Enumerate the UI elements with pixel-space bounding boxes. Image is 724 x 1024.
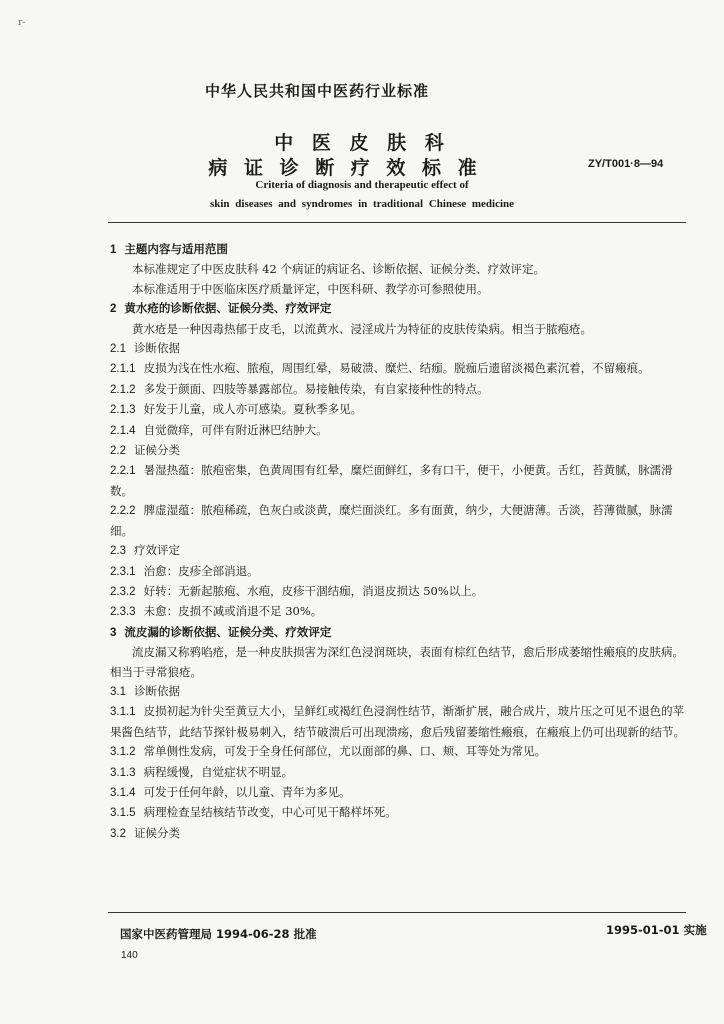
effective-date: 1995-01-01 实施 (606, 923, 707, 937)
approval-note: 国家中医药管理局 1994-06-28 批准 (120, 927, 317, 941)
clause-text: 好转：无新起脓疱、水疱，皮疹干涸结痂，消退皮损达 50%以上。 (143, 583, 484, 598)
clause-text: 皮损为浅在性水疱、脓疱，周围红晕，易破溃、糜烂、结痂。脱痂后遗留淡褐色素沉着，不留瘢痕。 (143, 361, 650, 376)
clause-number: 3.1.3 (110, 766, 136, 779)
clause-text: 好发于儿童，成人亦可感染。夏秋季多见。 (143, 402, 363, 417)
body-paragraph (110, 359, 692, 379)
clause-text: 诊断依据 (134, 341, 180, 356)
clause-text: 病理检查呈结核结节改变，中心可见干酪样坏死。 (143, 805, 397, 820)
clause-text: 证候分类 (134, 443, 180, 458)
clause-text: 治愈：皮疹全部消退。 (143, 563, 259, 578)
clause-number: 1 (110, 244, 117, 256)
page-number: 140 (121, 950, 138, 961)
clause-number: 3.1.5 (110, 807, 136, 820)
clause-text: 证候分类 (134, 825, 180, 840)
section-heading (110, 623, 692, 643)
title-line-1: 中 医 皮 肤 科 (274, 132, 450, 154)
clause-number: 2.1.3 (110, 404, 136, 417)
body-paragraph (110, 682, 692, 702)
body-paragraph (110, 461, 692, 501)
clause-text: 皮损初起为针尖至黄豆大小，呈鲜红或褐红色浸润性结节，渐渐扩展，融合成片，玻片压之可见不退色的苹果酱色结节，此结节探针极易刺入，结节破溃后可出现溃疡，愈后残留萎缩性瘢痕，在瘢痕上仍可出现新的结节。 (110, 704, 685, 739)
english-title-line-1: Criteria of diagnosis and therapeutic effect of (255, 179, 469, 191)
body-paragraph (110, 541, 692, 561)
clause-number: 2.1.2 (110, 383, 136, 396)
clause-number: 3.1.2 (110, 746, 136, 759)
clause-text: 暑湿热蕴：脓疱密集，色黄周围有红晕，糜烂面鲜红，多有口干，便干，小便黄。舌红，苔黄腻，脉濡滑数。 (110, 463, 673, 498)
clause-text: 疗效评定 (134, 543, 180, 558)
clause-number: 2.2.1 (110, 465, 136, 478)
clause-number: 2.3.2 (110, 585, 136, 598)
clause-text: 未愈：皮损不减或消退不足 30%。 (143, 604, 323, 619)
body-paragraph (110, 783, 692, 803)
clause-text: 流皮漏的诊断依据、证候分类、疗效评定 (124, 624, 332, 639)
body-paragraph (110, 339, 692, 359)
body-paragraph (110, 803, 692, 823)
clause-number: 2.1 (110, 343, 126, 356)
clause-number: 2.3.1 (110, 565, 136, 578)
corner-mark: r- (18, 18, 26, 28)
clause-number: 2.1.1 (110, 363, 136, 376)
body-paragraph (110, 320, 692, 339)
clause-number: 2 (110, 303, 117, 316)
body-paragraph (110, 421, 692, 441)
clause-number: 3.2 (110, 827, 126, 840)
clause-number: 3.1 (110, 685, 126, 698)
clause-number: 3.1.4 (110, 786, 136, 799)
clause-text: 流皮漏又称鸦啗疮，是一种皮肤损害为深红色浸润斑块，表面有棕红色结节，愈后形成萎缩性瘢痕的皮肤病。相当于寻常狼疮。 (110, 645, 684, 679)
clause-text: 自觉微痒，可伴有附近淋巴结肿大。 (143, 422, 328, 437)
clause-number: 2.1.4 (110, 424, 136, 437)
standard-number: ZY/T001·8—94 (588, 158, 664, 170)
clause-text: 病程缓慢，自觉症状不明显。 (143, 764, 294, 779)
clause-number: 2.2 (110, 445, 126, 458)
clause-number: 2.3.3 (110, 606, 136, 619)
body-paragraph (110, 562, 692, 582)
body-paragraph (110, 280, 692, 299)
section-heading (110, 240, 692, 260)
issuing-organization: 中华人民共和国中医药行业标准 (205, 82, 430, 100)
clause-number: 2.3 (110, 545, 126, 558)
body-paragraph (110, 260, 692, 279)
clause-text: 诊断依据 (134, 683, 180, 698)
clause-text: 主题内容与适用范围 (124, 242, 228, 256)
body-paragraph (110, 441, 692, 461)
body-paragraph (110, 602, 692, 622)
clause-number: 2.2.2 (110, 505, 136, 518)
body-paragraph (110, 702, 692, 742)
body-paragraph (110, 742, 692, 762)
clause-number: 3.1.1 (110, 706, 136, 719)
body-paragraph (110, 380, 692, 400)
document-body (110, 240, 692, 844)
body-paragraph (110, 824, 692, 844)
clause-number: 3 (110, 626, 117, 639)
body-paragraph (110, 763, 692, 783)
header-divider (108, 222, 686, 223)
section-heading (110, 299, 692, 319)
clause-text: 本标准规定了中医皮肤科 42 个病证的病证名、诊断依据、证候分类、疗效评定。 (132, 262, 545, 277)
clause-text: 常单侧性发病，可发于全身任何部位，尤以面部的鼻、口、颊、耳等处为常见。 (143, 744, 547, 759)
clause-text: 多发于颜面、四肢等暴露部位。易接触传染，有自家接种性的特点。 (143, 381, 489, 396)
english-title-line-2: skin diseases and syndromes in traditional Chinese medicine (209, 198, 515, 210)
clause-text: 脾虚湿蕴：脓疱稀疏，色灰白或淡黄，糜烂面淡红。多有面黄，纳少，大便溏薄。舌淡，苔薄微腻，脉濡细。 (110, 503, 673, 538)
footer-divider (108, 912, 686, 913)
body-paragraph (110, 643, 692, 682)
body-paragraph (110, 501, 692, 541)
clause-text: 黄水疮的诊断依据、证候分类、疗效评定 (124, 301, 332, 316)
clause-text: 可发于任何年龄，以儿童、青年为多见。 (143, 784, 351, 799)
clause-text: 本标准适用于中医临床医疗质量评定，中医科研、教学亦可参照使用。 (132, 281, 489, 296)
body-paragraph (110, 400, 692, 420)
title-line-2: 病 证 诊 断 疗 效 标 准 (208, 157, 482, 179)
clause-text: 黄水疮是一种因毒热郁于皮毛，以流黄水、浸淫成片为特征的皮肤传染病。相当于脓疱疮。 (132, 321, 592, 336)
body-paragraph (110, 582, 692, 602)
